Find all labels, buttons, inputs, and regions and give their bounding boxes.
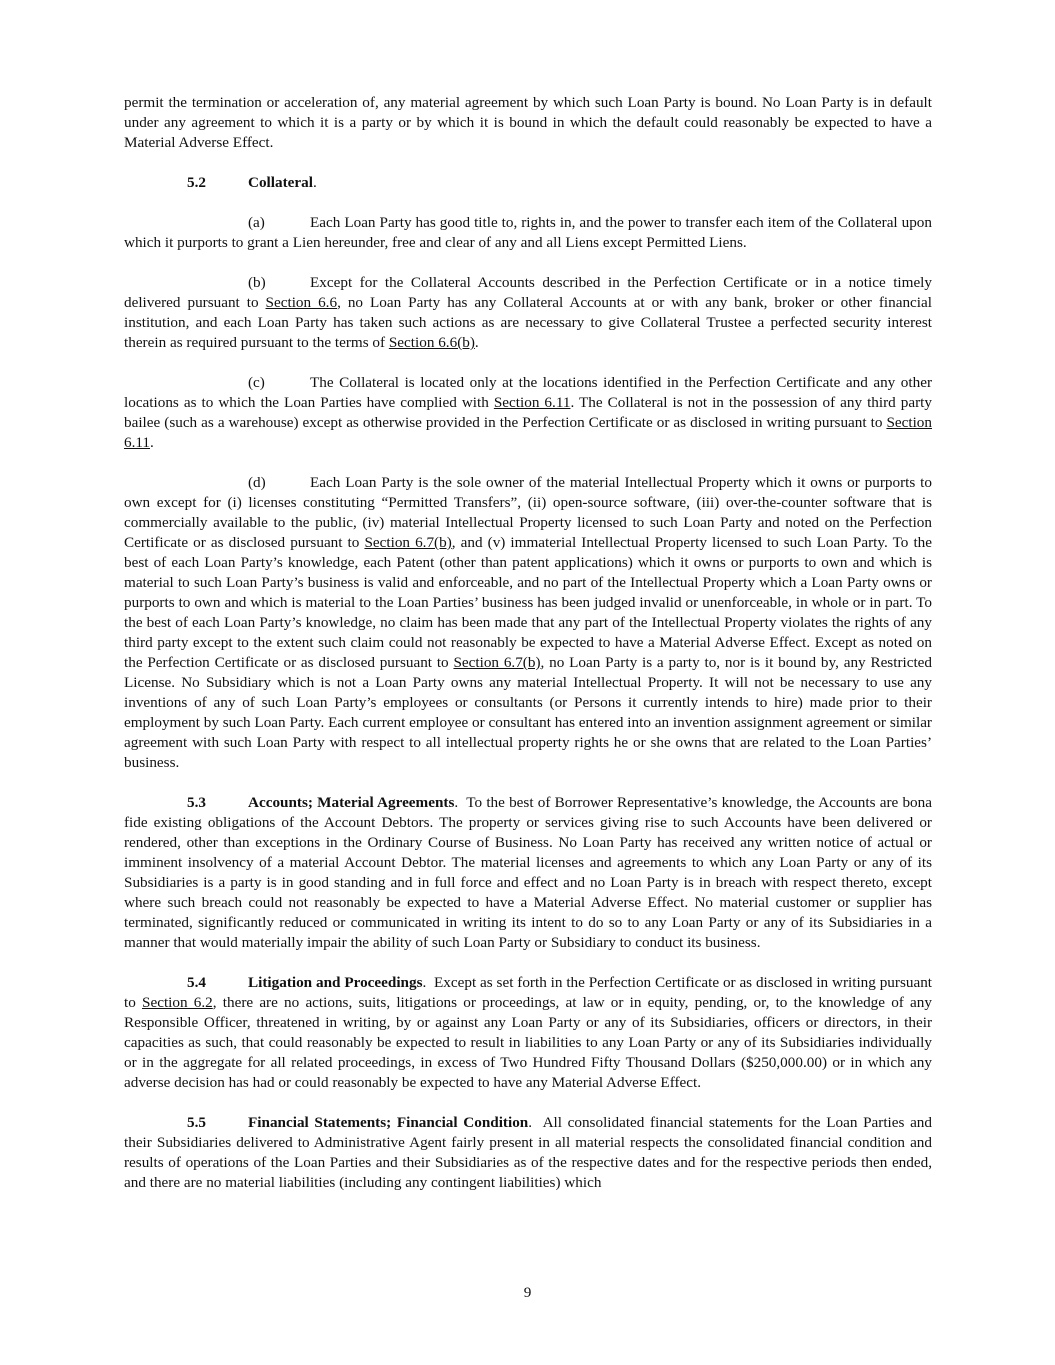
section-title: Accounts; Material Agreements	[248, 794, 455, 811]
section-number: 5.5	[187, 1114, 206, 1131]
section-number: 5.3	[187, 794, 206, 811]
section-reference: Section 6.6	[265, 294, 338, 311]
document-page	[124, 93, 932, 1193]
clause-text: , no Loan Party has any Collateral Accounts at or with any bank, broker or other financial institution, and each Loan Party has taken such actions as are necessary to give Collateral Trustee a perfected security interest therein as required pursuant to the terms of	[124, 294, 932, 351]
section-5-5: 5.5 Financial Statements; Financial Condition. All consolidated financial statements for the Loan Parties and their Subsidiaries delivered to Administrative Agent fairly present in all material respects the consolidated financial condition and results of operations of the Loan Parties and their Subsidiaries as of the respective dates and for the respective periods then ended, and there are no material liabilities (including any contingent liabilities) which	[124, 1114, 932, 1191]
clause-5-2-b	[124, 273, 932, 353]
section-text: Except as set forth in the Perfection Certificate or as disclosed in writing pursuant to	[124, 974, 933, 1011]
clause-text: The Collateral is located only at the locations identified in the Perfection Certificate and any other locations as to which the Loan Parties have complied with	[124, 374, 932, 411]
section-number: 5.2	[187, 174, 206, 191]
section-reference: Section 6.6(b)	[388, 334, 475, 351]
section-title: Financial Statements; Financial Condition	[248, 1114, 529, 1131]
clause-label: (c)	[248, 374, 265, 391]
clause-label: (d)	[248, 474, 266, 491]
clause-text: Except for the Collateral Accounts described in the Perfection Certificate or in a notice timely delivered pursuant to	[124, 274, 932, 311]
section-text: , there are no actions, suits, litigations or proceedings, at law or in equity, pending, or, to the knowledge of any Responsible Officer, threatened in writing, by or against any Loan Party or any of its Subsidiaries, officers or directors, in their capacities as such, that could reasonably be expected to result in liabilities to any Loan Party or any of its Subsidiaries individually or in the aggregate for all related proceedings, in excess of Two Hundred Fifty Thousand Dollars ($250,000.00) or in which any adverse decision has had or could reasonably be expected to have any Material Adverse Effect.	[124, 994, 932, 1091]
section-reference: Section 6.7(b)	[453, 654, 541, 671]
page-number: 9	[523, 1284, 532, 1301]
clause-5-2-d	[124, 473, 932, 773]
section-5-3: 5.3 Accounts; Material Agreements. To the best of Borrower Representative’s knowledge, the Accounts are bona fide existing obligations of the Account Debtors. The property or services giving rise to such Accounts have been delivered or rendered, other than exceptions in the Ordinary Course of Business. No Loan Party has received any written notice of actual or imminent insolvency of a material Account Debtor. The material licenses and agreements to which any Loan Party or any of its Subsidiaries is a party is in good standing and in full force and effect and no Loan Party is in breach with respect thereto, except where such breach could not reasonably be expected to have a Material Adverse Effect. No material customer or supplier has terminated, significantly reduced or communicated in writing its intent to do so to any Loan Party or any of its Subsidiaries in a manner that would materially impair the ability of such Loan Party or Subsidiary to conduct its business.	[124, 794, 932, 951]
intro-paragraph: permit the termination or acceleration of, any material agreement by which such Loan Party is bound. No Loan Party is in default under any agreement to which it is a party or by which it is bound in which the default could reasonably be expected to have a Material Adverse Effect.	[124, 94, 932, 151]
section-reference: Section 6.11	[493, 394, 571, 411]
clause-5-2-a	[124, 213, 932, 253]
section-reference: Section 6.7(b)	[364, 534, 452, 551]
clause-text: Each Loan Party is the sole owner of the material Intellectual Property which it owns or purports to own except for (i) licenses constituting “Permitted Transfers”, (ii) open-source software, (iii) over-the-counter software that is commercially available to the public, (iv) material Intellectual Property licensed to such Loan Party and noted on the Perfection Certificate or as disclosed pursuant to	[124, 474, 932, 551]
clause-label: (b)	[248, 274, 266, 291]
section-title: Litigation and Proceedings	[248, 974, 423, 991]
section-reference: Section 6.2	[142, 994, 213, 1011]
clause-text: , no Loan Party is a party to, nor is it bound by, any Restricted License. No Subsidiary which is not a Loan Party owns any material Intellectual Property. It will not be necessary to use any inventions of any of such Loan Party’s employees or consultants (or Persons it currently intends to hire) made prior to their employment by such Loan Party. Each current employee or consultant has entered into an invention assignment agreement or similar agreement with such Loan Party with respect to all intellectual property rights he or she owns that are related to the Loan Parties’ business.	[124, 654, 933, 771]
clause-text: . The Collateral is not in the possession of any third party bailee (such as a warehouse) except as otherwise provided in the Perfection Certificate or as disclosed in writing pursuant to	[124, 394, 932, 431]
clause-5-2-c	[124, 373, 932, 453]
clause-text: .	[150, 434, 154, 451]
section-text: All consolidated financial statements for the Loan Parties and their Subsidiaries delivered to Administrative Agent fairly present in all material respects the consolidated financial condition and results of operations of the Loan Parties and their Subsidiaries as of the respective dates and for the respective periods then ended, and there are no material liabilities (including any contingent liabilities) which	[124, 1114, 932, 1191]
section-reference: Section 6.11	[124, 414, 932, 451]
section-title: Collateral	[248, 174, 313, 191]
clause-text: .	[474, 334, 479, 351]
section-5-2-heading: 5.2 Collateral.	[187, 174, 317, 191]
section-5-4: 5.4 Litigation and Proceedings. Except as set forth in the Perfection Certificate or as disclosed in writing pursuant to Section 6.2, there are no actions, suits, litigations or proceedings, at law or in equity, pending, or, to the knowledge of any Responsible Officer, threatened in writing, by or against any Loan Party or any of its Subsidiaries, officers or directors, in their capacities as such, that could reasonably be expected to result in liabilities to any Loan Party or any of its Subsidiaries individually or in the aggregate for all related proceedings, in excess of Two Hundred Fifty Thousand Dollars ($250,000.00) or in which any adverse decision has had or could reasonably be expected to have any Material Adverse Effect.	[124, 974, 933, 1091]
clause-text: , and (v) immaterial Intellectual Property licensed to such Loan Party. To the best of each Loan Party’s knowledge, each Patent (other than patent applications) which it owns or purports to own and which is material to such Loan Party’s business is valid and enforceable, and no part of the Intellectual Property which a Loan Party owns or purports to own and which is material to the Loan Parties’ business has been judged invalid or unenforceable, in whole or in part. To the best of each Loan Party’s knowledge, no claim has been made that any part of the Intellectual Property violates the rights of any third party except to the extent such claim could not reasonably be expected to have a Material Adverse Effect. Except as noted on the Perfection Certificate or as disclosed pursuant to	[124, 534, 933, 671]
clause-label: (a)	[248, 214, 265, 231]
section-number: 5.4	[187, 974, 206, 991]
section-text: To the best of Borrower Representative’s knowledge, the Accounts are bona fide existing obligations of the Account Debtors. The property or services giving rise to such Accounts have been delivered or rendered, other than exceptions in the Ordinary Course of Business. No Loan Party has received any written notice of actual or imminent insolvency of a material Account Debtor. The material licenses and agreements to which any Loan Party or any of its Subsidiaries is a party is in good standing and in full force and effect and no Loan Party is in breach with respect thereto, except where such breach could not reasonably be expected to have a Material Adverse Effect. No material customer or supplier has terminated, significantly reduced or communicated in writing its intent to do so to any Loan Party or any of its Subsidiaries in a manner that would materially impair the ability of such Loan Party or Subsidiary to conduct its business.	[124, 794, 932, 951]
clause-text: Each Loan Party has good title to, rights in, and the power to transfer each item of the Collateral upon which it purports to grant a Lien hereunder, free and clear of any and all Liens except Permitted Liens.	[124, 214, 932, 251]
